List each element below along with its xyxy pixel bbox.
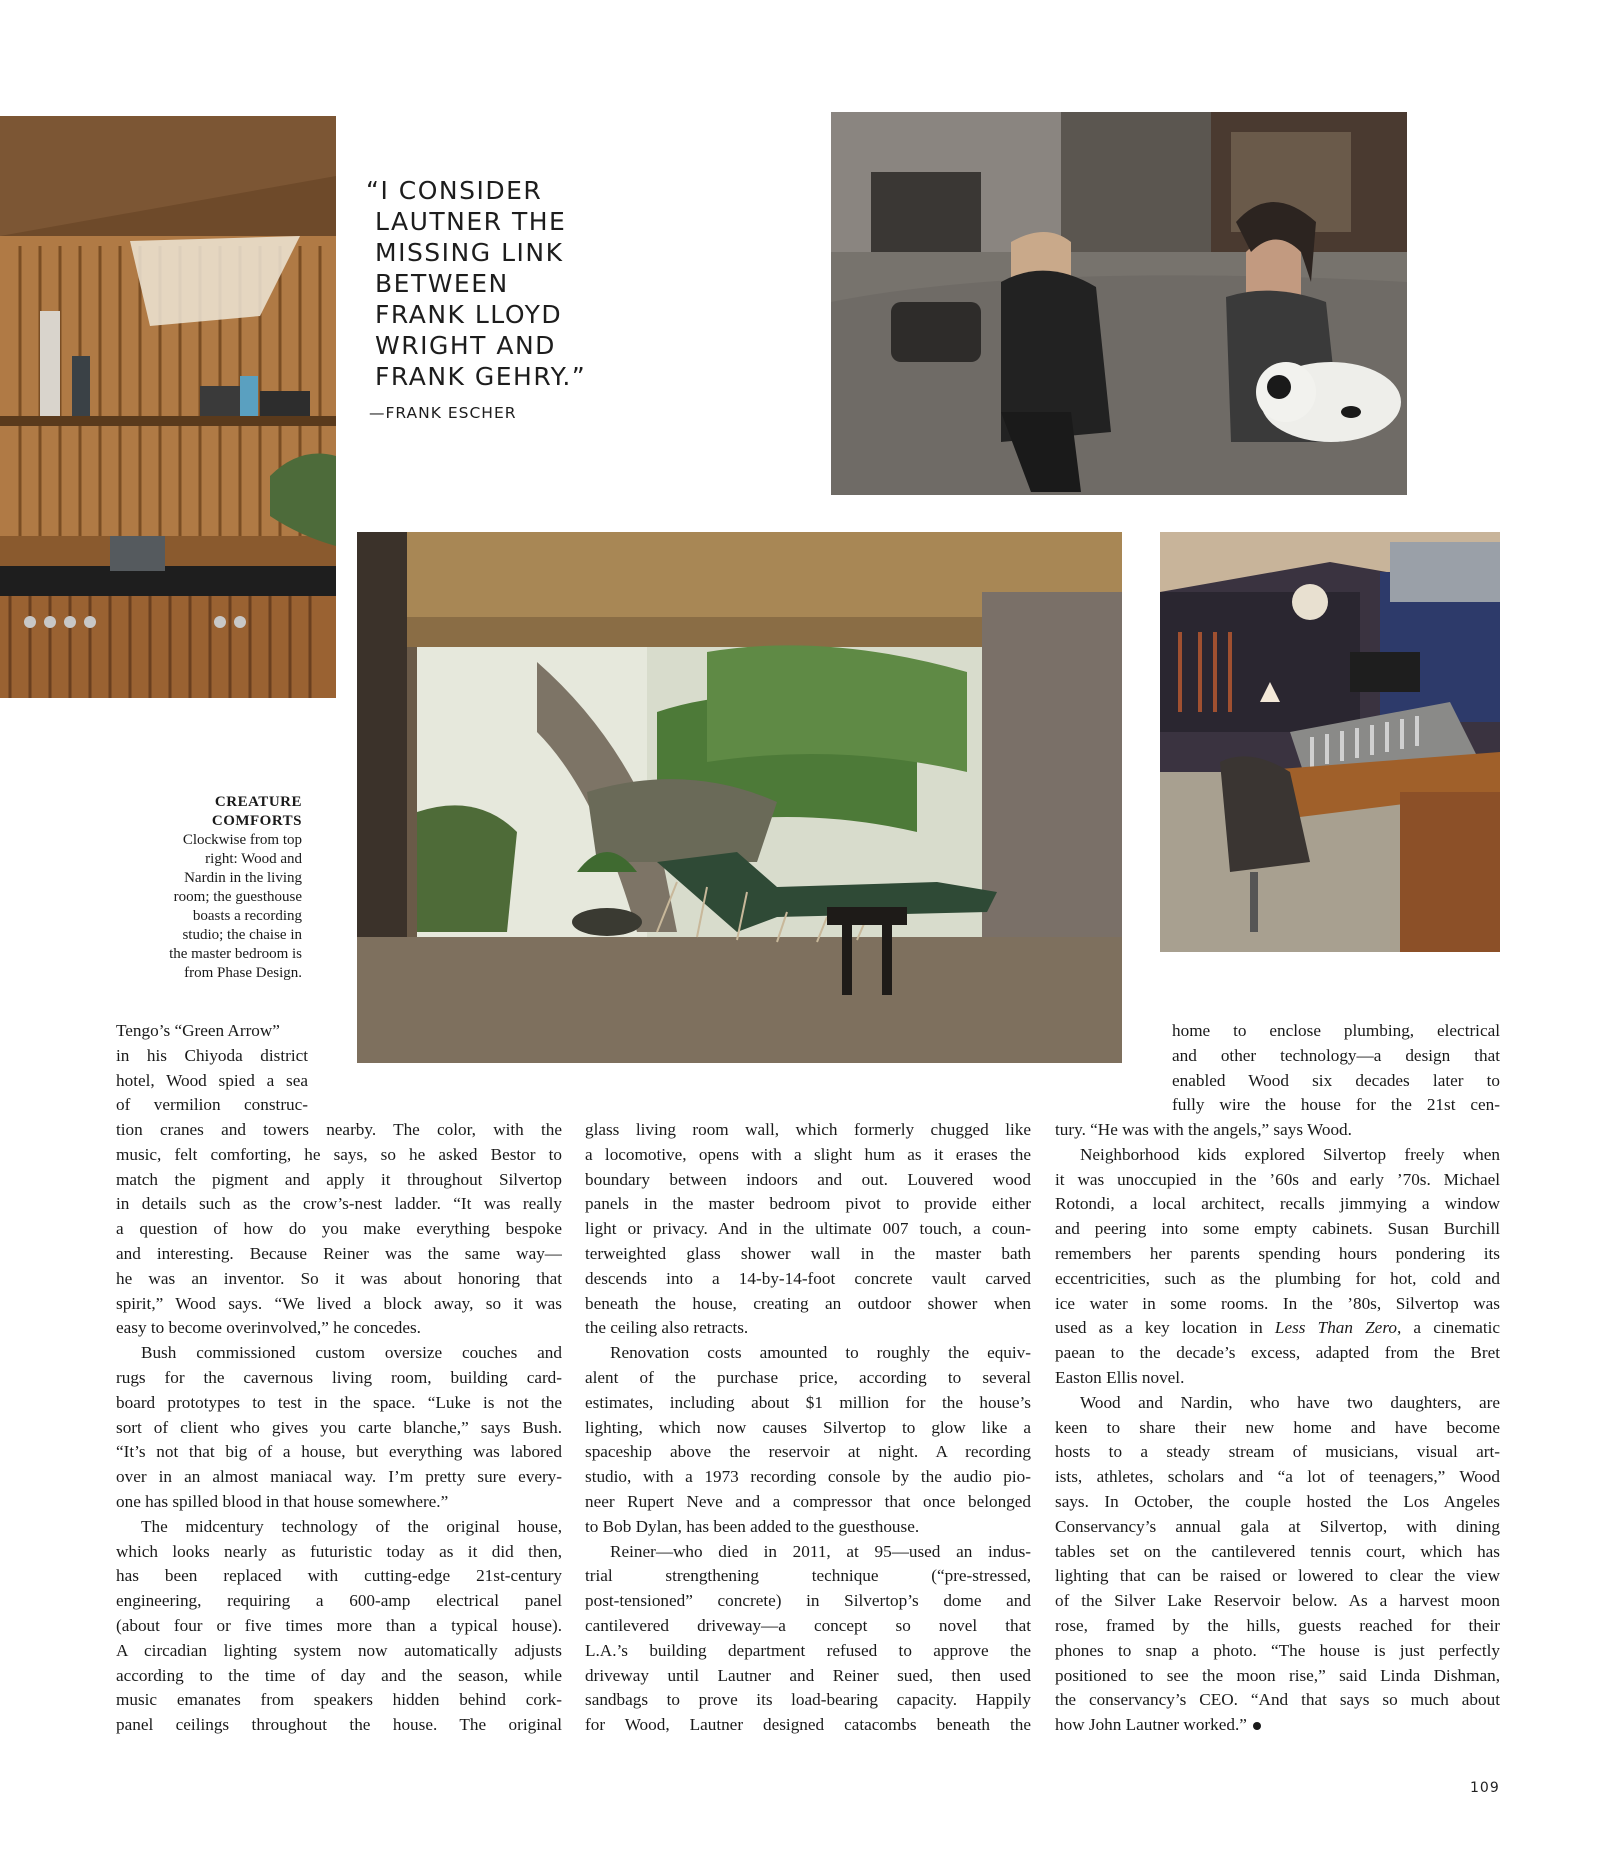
caption-line: room; the guesthouse — [173, 889, 302, 905]
pull-quote-attribution: —FRANK ESCHER — [369, 404, 517, 422]
text-line: eccentricities, such as the plumbing for hot, cold and — [1055, 1268, 1500, 1288]
pull-quote-line: LAUTNER THE — [375, 207, 567, 236]
text-line: over in an almost maniacal way. I’m pretty sure every- — [116, 1467, 562, 1487]
text-line: easy to become overinvolved,” he concedes. — [116, 1318, 421, 1338]
text-line: to Bob Dylan, has been added to the guesthouse. — [585, 1516, 920, 1536]
text-line: Bush commissioned custom oversize couches and — [141, 1343, 562, 1363]
pull-quote-line: WRIGHT AND — [375, 331, 556, 360]
text-line: estimates, including about $1 million for the house’s — [585, 1392, 1031, 1412]
text-line: says. In October, the couple hosted the Los Angeles — [1055, 1491, 1500, 1511]
text-line: and interesting. Because Reiner was the same way— — [116, 1243, 562, 1263]
text-line: phones to snap a photo. “The house is just perfectly — [1055, 1640, 1500, 1660]
column-3 — [1055, 1118, 1500, 1738]
text-line: descends into a 14-by-14-foot concrete vault carved — [585, 1268, 1031, 1288]
text-line: (about four or five times more than a typical house). — [116, 1615, 562, 1635]
caption-body — [120, 831, 302, 983]
text-line: and peering into some empty cabinets. Susan Burchill — [1055, 1219, 1500, 1239]
text-line: A circadian lighting system now automatically adjusts — [116, 1640, 562, 1660]
caption-line: Nardin in the living — [184, 870, 302, 886]
text-line: alent of the purchase price, according to several — [585, 1367, 1031, 1387]
text-line: tury. “He was with the angels,” says Wood. — [1055, 1120, 1352, 1139]
text-line: panels in the master bedroom pivot to provide either — [585, 1194, 1031, 1214]
couple-living-room-photo — [831, 112, 1407, 495]
text-line: remembers her parents spending hours pondering its — [1055, 1243, 1500, 1263]
text-line — [1055, 1713, 1500, 1738]
text-line: board prototypes to test in the space. “Luke is not the — [116, 1392, 562, 1412]
end-mark-icon — [1253, 1722, 1261, 1730]
text-line: studio, with a 1973 recording console by the audio pio- — [585, 1467, 1031, 1487]
caption-line: the master bedroom is — [169, 946, 302, 962]
text-line: engineering, requiring a 600-amp electrical panel — [116, 1591, 562, 1611]
column-1-intro — [116, 1019, 308, 1118]
text-line: in his Chiyoda district — [116, 1045, 308, 1065]
text-line: has been replaced with cutting-edge 21st-century — [116, 1566, 562, 1586]
text-line: “It’s not that big of a house, but everything was labored — [116, 1442, 562, 1462]
text-line: terweighted glass shower wall in the master bath — [585, 1243, 1031, 1263]
page-number: 109 — [1470, 1780, 1500, 1796]
caption-heading-line: COMFORTS — [211, 813, 302, 829]
caption-line: from Phase Design. — [184, 965, 302, 981]
column-1 — [116, 1118, 562, 1738]
text-line: match the pigment and apply it throughout Silvertop — [116, 1169, 562, 1189]
caption-heading-line: CREATURE — [214, 794, 302, 810]
text-line: rose, framed by the hills, guests reached for their — [1055, 1615, 1500, 1635]
text-line: and other technology—a design that — [1172, 1045, 1500, 1065]
text-line: home to enclose plumbing, electrical — [1172, 1021, 1500, 1040]
text-line: boundary between indoors and out. Louvered wood — [585, 1169, 1031, 1189]
text-line: rugs for the cavernous living room, building card- — [116, 1367, 562, 1387]
text-line: tables set on the cantilevered tennis court, which has — [1055, 1541, 1500, 1561]
caption-line: Clockwise from top — [182, 832, 302, 848]
text-line: a question of how do you make everything bespoke — [116, 1219, 562, 1239]
master-bedroom-chaise-photo — [357, 532, 1122, 1063]
text-fragment: used as a key location in — [1055, 1318, 1263, 1338]
text-fragment: how John Lautner worked.” — [1055, 1715, 1247, 1735]
text-line: Neighborhood kids explored Silvertop freely when — [1080, 1144, 1500, 1164]
text-line: sort of client who gives you carte blanche,” says Bush. — [116, 1417, 562, 1437]
photo-caption — [120, 793, 302, 983]
column-3-intro — [1172, 1019, 1500, 1118]
text-line: positioned to see the moon rise,” said Linda Dishman, — [1055, 1665, 1500, 1685]
text-line: the conservancy’s CEO. “And that says so much about — [1055, 1690, 1500, 1710]
pull-quote — [366, 175, 676, 392]
text-line: of the Silver Lake Reservoir below. As a harvest moon — [1055, 1591, 1500, 1611]
text-line: tion cranes and towers nearby. The color, with the — [116, 1120, 562, 1139]
text-line: one has spilled blood in that house somewhere.” — [116, 1491, 449, 1511]
text-line: for Wood, Lautner designed catacombs beneath the — [585, 1715, 1031, 1735]
pull-quote-line: BETWEEN — [375, 269, 509, 298]
text-line: Tengo’s “Green Arrow” — [116, 1021, 280, 1040]
text-line: post-tensioned” concrete) in Silvertop’s dome and — [585, 1591, 1031, 1611]
text-line: music, felt comforting, he says, so he asked Bestor to — [116, 1144, 562, 1164]
text-line: neer Rupert Neve and a compressor that once belonged — [585, 1491, 1031, 1511]
pull-quote-line: “I CONSIDER — [366, 176, 543, 205]
text-line: driveway until Lautner and Reiner sued, then used — [585, 1665, 1031, 1685]
text-line: lighting that can be raised or lowered to clear the view — [1055, 1566, 1500, 1586]
text-line: Easton Ellis novel. — [1055, 1367, 1185, 1387]
text-line: panel ceilings throughout the house. The original — [116, 1715, 562, 1735]
text-line: it was unoccupied in the ’60s and early ’70s. Michael — [1055, 1169, 1500, 1189]
text-line: the ceiling also retracts. — [585, 1318, 749, 1338]
text-line: lighting, which now causes Silvertop to glow like a — [585, 1417, 1031, 1437]
text-line: hotel, Wood spied a sea — [116, 1070, 308, 1090]
text-line: Conservancy’s annual gala at Silvertop, with dining — [1055, 1516, 1500, 1536]
caption-line: boasts a recording — [192, 908, 302, 924]
text-line: light or privacy. And in the ultimate 007 touch, a coun- — [585, 1219, 1031, 1239]
text-line: glass living room wall, which formerly chugged like — [585, 1120, 1031, 1139]
text-line: a locomotive, opens with a slight hum as it erases the — [585, 1144, 1031, 1164]
text-line: sandbags to prove its load-bearing capacity. Happily — [585, 1690, 1031, 1710]
text-line: fully wire the house for the 21st cen- — [1172, 1095, 1500, 1115]
text-line — [1055, 1316, 1500, 1341]
text-line: hosts to a steady stream of musicians, visual art- — [1055, 1442, 1500, 1462]
text-line: trial strengthening technique (“pre-stressed, — [585, 1566, 1031, 1586]
text-line: in details such as the crow’s-nest ladder. “It was really — [116, 1194, 562, 1214]
column-2 — [585, 1118, 1031, 1738]
pull-quote-line: FRANK GEHRY.” — [375, 362, 587, 391]
text-line: music emanates from speakers hidden behind cork- — [116, 1690, 562, 1710]
text-line: spaceship above the reservoir at night. A recording — [585, 1442, 1031, 1462]
text-fragment: , a cinematic — [1396, 1318, 1500, 1338]
text-line: Reiner—who died in 2011, at 95—used an indus- — [610, 1541, 1031, 1561]
text-line: Rotondi, a local architect, recalls jimmying a window — [1055, 1194, 1500, 1214]
text-line: keen to share their new home and have become — [1055, 1417, 1500, 1437]
pull-quote-line: FRANK LLOYD — [375, 300, 563, 329]
text-line: spirit,” Wood says. “We lived a block away, so it was — [116, 1293, 562, 1313]
caption-heading — [120, 793, 302, 831]
text-line: he was an inventor. So it was about honoring that — [116, 1268, 562, 1288]
kitchen-photo — [0, 116, 336, 698]
text-line: The midcentury technology of the original house, — [141, 1516, 562, 1536]
text-line: Wood and Nardin, who have two daughters, are — [1080, 1392, 1500, 1412]
caption-line: right: Wood and — [205, 851, 302, 867]
text-line: cantilevered driveway—a concept so novel that — [585, 1615, 1031, 1635]
caption-line: studio; the chaise in — [182, 927, 302, 943]
text-line: enabled Wood six decades later to — [1172, 1070, 1500, 1090]
text-line: L.A.’s building department refused to approve the — [585, 1640, 1031, 1660]
film-title: Less Than Zero — [1274, 1318, 1397, 1338]
text-line: paean to the decade’s excess, adapted from the Bret — [1055, 1343, 1500, 1363]
text-line: beneath the house, creating an outdoor shower when — [585, 1293, 1031, 1313]
text-line: of vermilion construc- — [116, 1095, 308, 1115]
text-line: ists, athletes, scholars and “a lot of teenagers,” Wood — [1055, 1467, 1500, 1487]
text-line: which looks nearly as futuristic today as it did then, — [116, 1541, 562, 1561]
text-line: ice water in some rooms. In the ’80s, Silvertop was — [1055, 1293, 1500, 1313]
text-line: Renovation costs amounted to roughly the equiv- — [610, 1343, 1031, 1363]
text-line: according to the time of day and the season, while — [116, 1665, 562, 1685]
pull-quote-line: MISSING LINK — [375, 238, 564, 267]
recording-studio-photo — [1160, 532, 1500, 952]
